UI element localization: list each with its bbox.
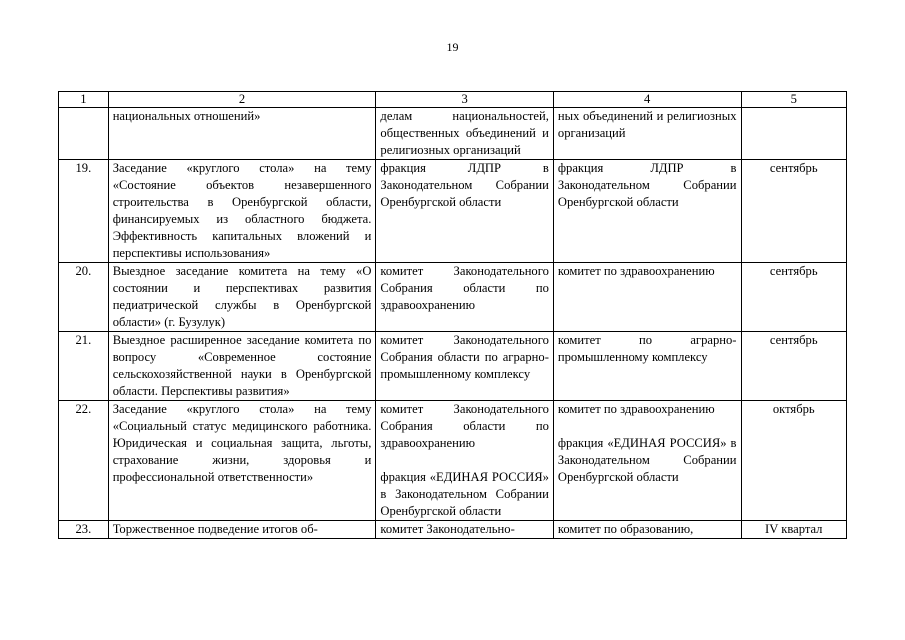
table-row	[59, 521, 847, 539]
row-number: 23.	[59, 521, 109, 539]
column-header: 4	[553, 92, 741, 108]
row-number: 20.	[59, 263, 109, 332]
date-cell	[741, 108, 847, 160]
participants-text: комитет по здравоохранению	[557, 402, 715, 416]
events-plan-table	[58, 91, 847, 539]
row-number	[59, 108, 109, 160]
table-header-row	[59, 92, 847, 108]
column-header: 1	[59, 92, 109, 108]
event-cell: Заседание «круглого стола» на тему «Социальный статус медицинского работника. Юридическая и социальная защита, льготы, страхование жизни, здоровья и профессиональной ответственности»	[108, 401, 376, 521]
participants-text: комитет по здравоохранению	[557, 264, 715, 278]
participants-cell	[553, 263, 741, 332]
responsible-text: комитет Законодательного Собрания области по здравоохранению	[380, 264, 549, 312]
participants-text: фракция ЛДПР в Законодательном Собрании Оренбургской области	[557, 161, 737, 209]
row-number: 21.	[59, 332, 109, 401]
responsible-text: фракция «ЕДИНАЯ РОССИЯ» в Законодательном Собрании Оренбургской области	[380, 470, 549, 518]
event-cell: Выездное заседание комитета на тему «О состоянии и перспективах развития педиатрической службы в Оренбургской области» (г. Бузулук)	[108, 263, 376, 332]
responsible-text: комитет Законодательно-	[380, 522, 515, 536]
participants-cell	[553, 160, 741, 263]
table-row	[59, 263, 847, 332]
responsible-text: фракция ЛДПР в Законодательном Собрании Оренбургской области	[380, 161, 549, 209]
responsible-text: делам национальностей, общественных объединений и религиозных организаций	[380, 109, 549, 157]
responsible-cell	[376, 401, 553, 521]
participants-text: ных объединений и религиозных организаций	[557, 109, 737, 140]
date-cell: сентябрь	[741, 263, 847, 332]
column-header: 3	[376, 92, 553, 108]
column-header: 2	[108, 92, 376, 108]
event-cell: национальных отношений»	[108, 108, 376, 160]
participants-text: комитет по аграрно-промышленному комплексу	[557, 333, 737, 364]
responsible-cell	[376, 108, 553, 160]
event-cell: Торжественное подведение итогов об-	[108, 521, 376, 539]
participants-cell	[553, 401, 741, 521]
table-row	[59, 160, 847, 263]
page-number: 19	[446, 40, 459, 54]
participants-cell	[553, 332, 741, 401]
responsible-cell	[376, 263, 553, 332]
date-cell: сентябрь	[741, 332, 847, 401]
date-cell: октябрь	[741, 401, 847, 521]
table-row	[59, 108, 847, 160]
responsible-cell	[376, 332, 553, 401]
column-header: 5	[741, 92, 847, 108]
date-cell: IV квартал	[741, 521, 847, 539]
row-number: 19.	[59, 160, 109, 263]
row-number: 22.	[59, 401, 109, 521]
table-row	[59, 332, 847, 401]
participants-text: комитет по образованию,	[557, 522, 694, 536]
event-cell: Заседание «круглого стола» на тему «Состояние объектов незавершенного строительства в Оренбургской области, финансируемых из областного бюджета. Эффективность капитальных вложений и перспективы использования»	[108, 160, 376, 263]
date-cell: сентябрь	[741, 160, 847, 263]
responsible-text: комитет Законодательного Собрания области по аграрно-промышленному комплексу	[380, 333, 549, 381]
participants-text: фракция «ЕДИНАЯ РОССИЯ» в Законодательном Собрании Оренбургской области	[557, 436, 737, 484]
paragraph-gap	[558, 418, 737, 435]
responsible-cell	[376, 160, 553, 263]
paragraph-gap	[380, 452, 548, 469]
responsible-cell	[376, 521, 553, 539]
table-row	[59, 401, 847, 521]
participants-cell	[553, 108, 741, 160]
event-cell: Выездное расширенное заседание комитета по вопросу «Современное состояние сельскохозяйственной науки в Оренбургской области. Перспективы развития»	[108, 332, 376, 401]
responsible-text: комитет Законодательного Собрания области по здравоохранению	[380, 402, 549, 450]
participants-cell	[553, 521, 741, 539]
